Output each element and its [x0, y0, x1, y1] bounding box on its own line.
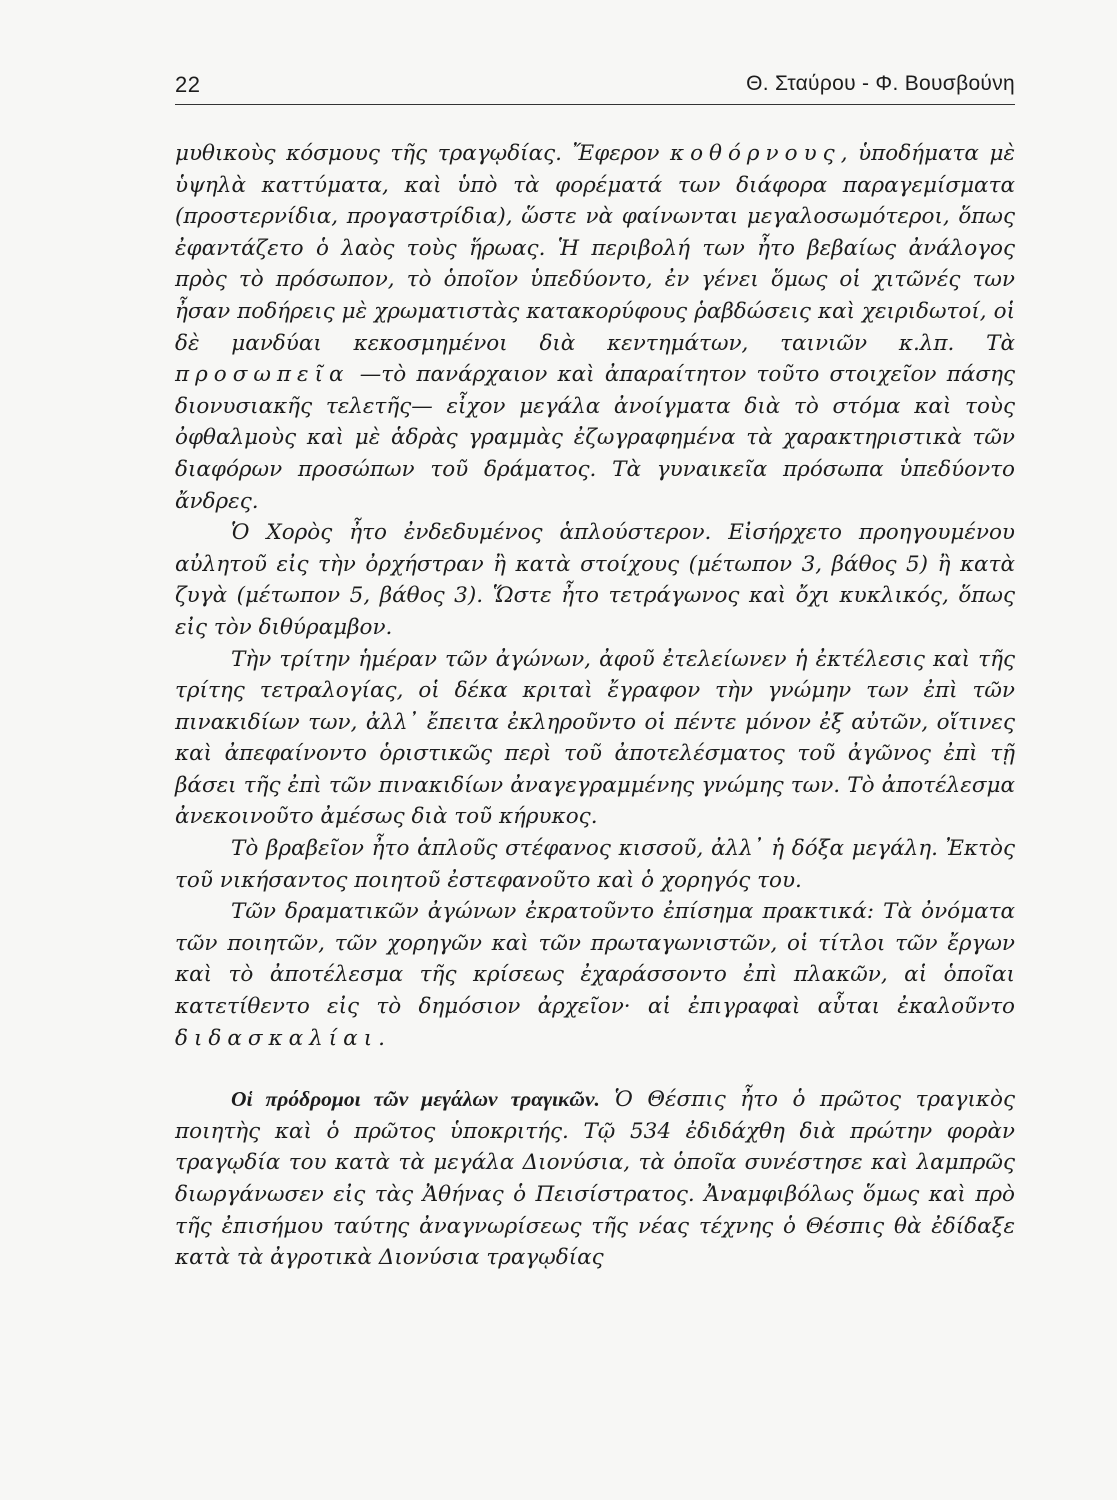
paragraph-5-text-1: Τῶν δραματικῶν ἀγώνων ἐκρατοῦντο ἐπίσημα πρακτικά: Τὰ ὀνόματα τῶν ποιητῶν, τῶν χορηγῶν καὶ τῶν πρωταγωνιστῶν, οἱ τίτλοι τῶν ἔργων καὶ τὸ ἀποτέλεσμα τῆς κρίσεως ἐχαράσσοντο ἐπὶ πλακῶν, αἱ ὁποῖαι κατετίθεντο εἰς τὸ δημόσιον ἀρχεῖον· αἱ ἐπιγραφαὶ αὗται ἐκαλοῦντο [175, 899, 1015, 1020]
spaced-term-didaskaliai: διδασκαλίαι [175, 1025, 379, 1051]
paragraph-6-text: Ὁ Θέσπις ἦτο ὁ πρῶτος τραγικὸς ποιητὴς καὶ ὁ πρῶτος ὑποκριτής. Τῷ 534 ἐδιδάχθη διὰ πρώτην φορὰν τραγῳδία του κατὰ τὰ μεγάλα Διονύσια, τὰ ὁποῖα συνέστησε καὶ λαμπρῶς διωργάνωσεν εἰς τὰς Ἀθήνας ὁ Πεισίστρατος. Ἀναμφιβόλως ὅμως καὶ πρὸ τῆς ἐπισήμου ταύτης ἀναγνωρίσεως τῆς νέας τέχνης ὁ Θέσπις θὰ ἐδίδαξε κατὰ τὰ ἀγροτικὰ Διονύσια τραγῳδίας [175, 1087, 1015, 1271]
page-number: 22 [175, 72, 201, 97]
paragraph-1-text-2: , ὑποδήματα μὲ ὑψηλὰ καττύματα, καὶ ὑπὸ τὰ φορέματά των διάφορα παραγεμίσματα (προστερνίδια, προγαστρίδια), ὥστε νὰ φαίνωνται μεγαλοσωμότεροι, ὅπως ἐφαντάζετο ὁ λαὸς τοὺς ἥρωας. Ἡ περιβολή των ἦτο βεβαίως ἀνάλογος πρὸς τὸ πρόσωπον, τὸ ὁποῖον ὑπεδύοντο, ἐν γένει ὅμως οἱ χιτῶνές των ἦσαν ποδήρεις μὲ χρωματιστὰς κατακορύφους ῥαβδώσεις καὶ χειριδωτοί, οἱ δὲ μανδύαι κεκοσμημένοι διὰ κεντημάτων, ταινιῶν κ.λπ. Τὰ [175, 141, 1015, 356]
body-text [175, 138, 1015, 1274]
paragraph-4 [175, 833, 1015, 896]
paragraph-1 [175, 138, 1015, 517]
section-heading: Οἱ πρόδρομοι τῶν μεγάλων τραγικῶν. [231, 1087, 600, 1112]
spaced-term-prosopeia: προσωπεῖα [175, 362, 350, 388]
paragraph-6 [175, 1084, 1015, 1274]
running-head: Θ. Σταύρου - Φ. Βουσβούνη [746, 72, 1015, 95]
paragraph-3 [175, 644, 1015, 834]
paragraph-5-text-2: . [378, 1025, 385, 1051]
paragraph-1-text-1: μυθικοὺς κόσμους τῆς τραγῳδίας. Ἔφερον [175, 141, 670, 166]
section-gap [175, 1054, 1015, 1084]
spaced-term-kothornous: κοθόρνους [669, 141, 841, 166]
paragraph-2-text: Ὁ Χορὸς ἦτο ἐνδεδυμένος ἁπλούστερον. Εἰσήρχετο προηγουμένου αὐλητοῦ εἰς τὴν ὀρχήστραν ἢ κατὰ στοίχους (μέτωπον 3, βάθος 5) ἢ κατὰ ζυγὰ (μέτωπον 5, βάθος 3). Ὥστε ἦτο τετράγωνος καὶ ὄχι κυκλικός, ὅπως εἰς τὸν διθύραμβον. [175, 520, 1015, 640]
page-header [175, 70, 1015, 105]
paragraph-5 [175, 896, 1015, 1054]
paragraph-3-text: Τὴν τρίτην ἡμέραν τῶν ἀγώνων, ἀφοῦ ἐτελείωνεν ἡ ἐκτέλεσις καὶ τῆς τρίτης τετραλογίας, οἱ δέκα κριταὶ ἔγραφον τὴν γνώμην των ἐπὶ τῶν πινακιδίων των, ἀλλ᾽ ἔπειτα ἐκληροῦντο οἱ πέντε μόνον ἐξ αὐτῶν, οἵτινες καὶ ἀπεφαίνοντο ὁριστικῶς περὶ τοῦ ἀποτελέσματος τοῦ ἀγῶνος ἐπὶ τῇ βάσει τῆς ἐπὶ τῶν πινακιδίων ἀναγεγραμμένης γνώμης των. Τὸ ἀποτέλεσμα ἀνεκοινοῦτο ἀμέσως διὰ τοῦ κήρυκος. [175, 646, 1015, 830]
paragraph-4-text: Τὸ βραβεῖον ἦτο ἁπλοῦς στέφανος κισσοῦ, ἀλλ᾽ ἡ δόξα μεγάλη. Ἐκτὸς τοῦ νικήσαντος ποιητοῦ ἐστεφανοῦτο καὶ ὁ χορηγός του. [175, 836, 1015, 893]
paragraph-1-text-3: —τὸ πανάρχαιον καὶ ἀπαραίτητον τοῦτο στοιχεῖον πάσης διονυσιακῆς τελετῆς— εἶχον μεγάλα ἀνοίγματα διὰ τὸ στόμα καὶ τοὺς ὀφθαλμοὺς καὶ μὲ ἁδρὰς γραμμὰς ἐζωγραφημένα τὰ χαρακτηριστικὰ τῶν διαφόρων προσώπων τοῦ δράματος. Τὰ γυναικεῖα πρόσωπα ὑπεδύοντο ἄνδρες. [175, 362, 1015, 514]
paragraph-2 [175, 517, 1015, 643]
